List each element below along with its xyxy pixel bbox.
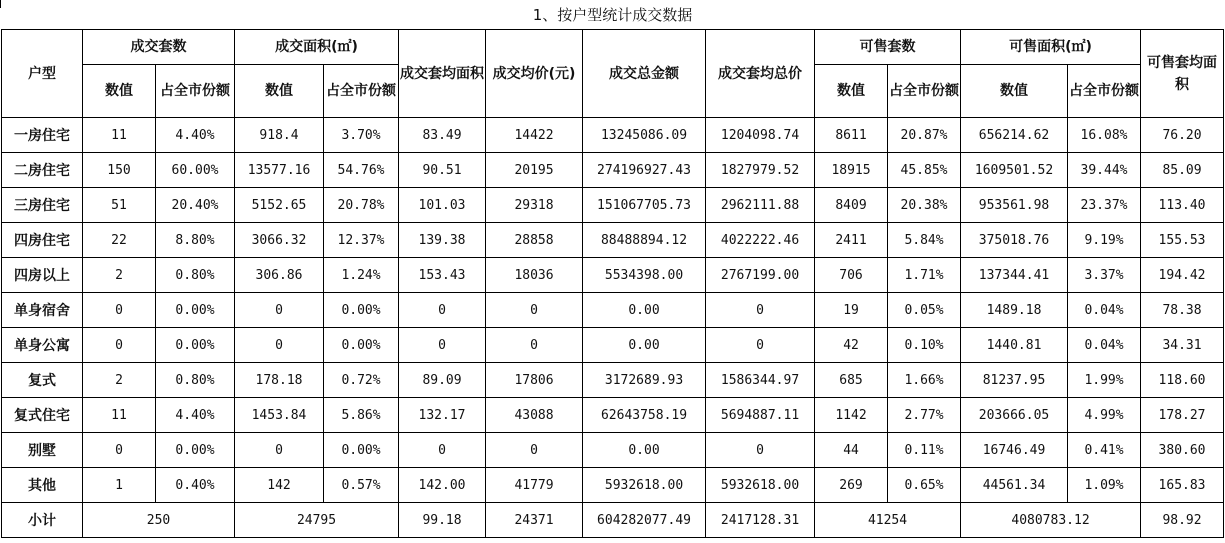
cell-deal-count: 1 (83, 468, 156, 503)
cell-deal-count: 150 (83, 153, 156, 188)
cell-deal-area: 0 (235, 433, 324, 468)
cell-area-share: 0.00% (324, 328, 399, 363)
cell-area-share: 3.70% (324, 118, 399, 153)
cell-avg-total: 2962111.88 (706, 188, 815, 223)
cell-deal-count: 0 (83, 328, 156, 363)
cell-avail-count: 269 (815, 468, 888, 503)
cell-avail-avg-area: 113.40 (1141, 188, 1224, 223)
header-avg-area: 成交套均面积 (399, 30, 486, 118)
cell-avg-price: 17806 (486, 363, 583, 398)
cell-deal-share: 20.40% (156, 188, 235, 223)
cell-avail-area-share: 16.08% (1068, 118, 1141, 153)
cell-deal-area: 918.4 (235, 118, 324, 153)
cell-avail-area: 81237.95 (961, 363, 1068, 398)
cell-avg-area: 101.03 (399, 188, 486, 223)
cell-avg-total: 0 (706, 293, 815, 328)
cell-avg-area: 89.09 (399, 363, 486, 398)
cell-avg-price: 0 (486, 328, 583, 363)
cell-area-share: 0.57% (324, 468, 399, 503)
cell-avail-avg-area: 178.27 (1141, 398, 1224, 433)
row-type-label: 四房以上 (2, 258, 83, 293)
header-avail-avg-area: 可售套均面积 (1141, 30, 1224, 118)
cell-avail-count-share: 5.84% (888, 223, 961, 258)
cell-avg-total: 0 (706, 433, 815, 468)
cell-deal-share: 0.80% (156, 258, 235, 293)
row-type-label: 复式住宅 (2, 398, 83, 433)
subheader-value: 数值 (83, 65, 156, 118)
cell-avail-count-share: 1.66% (888, 363, 961, 398)
housing-type-deal-table (1, 29, 1224, 538)
table-body (2, 118, 1224, 503)
cell-deal-share: 0.00% (156, 433, 235, 468)
subheader-value: 数值 (961, 65, 1068, 118)
cell-deal-area: 142 (235, 468, 324, 503)
cell-deal-share: 8.80% (156, 223, 235, 258)
cell-avg-area: 153.43 (399, 258, 486, 293)
total-deal-count: 250 (83, 503, 235, 538)
cell-avg-area: 139.38 (399, 223, 486, 258)
cell-total-amount: 88488894.12 (583, 223, 706, 258)
cell-deal-count: 2 (83, 363, 156, 398)
cell-deal-share: 4.40% (156, 398, 235, 433)
cell-avail-count: 44 (815, 433, 888, 468)
cell-avail-area: 16746.49 (961, 433, 1068, 468)
cell-deal-area: 178.18 (235, 363, 324, 398)
total-avail-count: 41254 (815, 503, 961, 538)
total-deal-area: 24795 (235, 503, 399, 538)
table-row (2, 153, 1224, 188)
cell-avail-count-share: 0.05% (888, 293, 961, 328)
cell-avail-area-share: 9.19% (1068, 223, 1141, 258)
cell-deal-share: 60.00% (156, 153, 235, 188)
row-type-label: 一房住宅 (2, 118, 83, 153)
cell-avail-avg-area: 34.31 (1141, 328, 1224, 363)
row-type-label: 别墅 (2, 433, 83, 468)
cell-avail-area: 137344.41 (961, 258, 1068, 293)
cell-deal-count: 51 (83, 188, 156, 223)
cell-avg-total: 5932618.00 (706, 468, 815, 503)
cell-avail-count-share: 0.10% (888, 328, 961, 363)
total-avg-price: 24371 (486, 503, 583, 538)
cell-avail-area: 953561.98 (961, 188, 1068, 223)
cell-avg-total: 1204098.74 (706, 118, 815, 153)
cell-deal-count: 11 (83, 398, 156, 433)
row-type-label: 四房住宅 (2, 223, 83, 258)
cell-total-amount: 0.00 (583, 433, 706, 468)
cell-deal-area: 1453.84 (235, 398, 324, 433)
cell-avail-area-share: 4.99% (1068, 398, 1141, 433)
cell-area-share: 12.37% (324, 223, 399, 258)
cell-avail-area-share: 1.99% (1068, 363, 1141, 398)
cell-deal-count: 2 (83, 258, 156, 293)
cell-area-share: 0.00% (324, 293, 399, 328)
cell-deal-area: 0 (235, 328, 324, 363)
cell-avail-area: 44561.34 (961, 468, 1068, 503)
cell-area-share: 54.76% (324, 153, 399, 188)
total-avg-total: 2417128.31 (706, 503, 815, 538)
cell-avg-price: 18036 (486, 258, 583, 293)
cell-avail-area-share: 0.41% (1068, 433, 1141, 468)
cell-avg-total: 0 (706, 328, 815, 363)
subheader-share: 占全市份额 (1068, 65, 1141, 118)
cell-avail-area-share: 3.37% (1068, 258, 1141, 293)
cell-avail-avg-area: 194.42 (1141, 258, 1224, 293)
table-row (2, 223, 1224, 258)
cell-avail-area: 1440.81 (961, 328, 1068, 363)
cell-avail-area: 203666.05 (961, 398, 1068, 433)
cell-deal-area: 0 (235, 293, 324, 328)
cell-total-amount: 3172689.93 (583, 363, 706, 398)
cell-avg-area: 0 (399, 293, 486, 328)
total-amount: 604282077.49 (583, 503, 706, 538)
total-avail-area: 4080783.12 (961, 503, 1141, 538)
cell-avg-price: 28858 (486, 223, 583, 258)
table-row (2, 293, 1224, 328)
cell-avail-avg-area: 118.60 (1141, 363, 1224, 398)
subheader-value: 数值 (815, 65, 888, 118)
cell-deal-count: 11 (83, 118, 156, 153)
table-row (2, 118, 1224, 153)
cell-avg-price: 43088 (486, 398, 583, 433)
cell-deal-count: 0 (83, 433, 156, 468)
cell-deal-area: 13577.16 (235, 153, 324, 188)
cell-avail-count-share: 20.87% (888, 118, 961, 153)
table-row (2, 398, 1224, 433)
header-type: 户型 (2, 30, 83, 118)
cell-avg-price: 0 (486, 293, 583, 328)
total-avail-avg-area: 98.92 (1141, 503, 1224, 538)
total-row (2, 503, 1224, 538)
cell-area-share: 0.00% (324, 433, 399, 468)
total-avg-area: 99.18 (399, 503, 486, 538)
cell-avg-area: 83.49 (399, 118, 486, 153)
subheader-share: 占全市份额 (324, 65, 399, 118)
cell-total-amount: 62643758.19 (583, 398, 706, 433)
cell-avail-count-share: 2.77% (888, 398, 961, 433)
cell-avg-total: 5694887.11 (706, 398, 815, 433)
cell-avg-total: 2767199.00 (706, 258, 815, 293)
cell-avail-area-share: 39.44% (1068, 153, 1141, 188)
cell-avail-area: 1609501.52 (961, 153, 1068, 188)
table-row (2, 363, 1224, 398)
table-row (2, 433, 1224, 468)
cell-avail-count: 8611 (815, 118, 888, 153)
subheader-value: 数值 (235, 65, 324, 118)
cell-avail-count: 18915 (815, 153, 888, 188)
cell-deal-share: 0.40% (156, 468, 235, 503)
header-avg-price: 成交均价(元) (486, 30, 583, 118)
cell-avail-count-share: 0.11% (888, 433, 961, 468)
cell-total-amount: 5932618.00 (583, 468, 706, 503)
header-deal-count: 成交套数 (83, 30, 235, 65)
cell-avg-total: 4022222.46 (706, 223, 815, 258)
cell-deal-share: 4.40% (156, 118, 235, 153)
cell-deal-share: 0.00% (156, 328, 235, 363)
cell-avg-area: 0 (399, 328, 486, 363)
cell-deal-area: 3066.32 (235, 223, 324, 258)
row-type-label: 复式 (2, 363, 83, 398)
cell-avg-price: 0 (486, 433, 583, 468)
header-avg-total: 成交套均总价 (706, 30, 815, 118)
cell-avail-avg-area: 85.09 (1141, 153, 1224, 188)
cell-deal-area: 306.86 (235, 258, 324, 293)
cell-avg-price: 20195 (486, 153, 583, 188)
cell-avail-avg-area: 380.60 (1141, 433, 1224, 468)
cell-avg-area: 132.17 (399, 398, 486, 433)
table-row (2, 188, 1224, 223)
row-type-label: 单身公寓 (2, 328, 83, 363)
cell-deal-count: 0 (83, 293, 156, 328)
cell-avail-count-share: 1.71% (888, 258, 961, 293)
cell-avail-area: 656214.62 (961, 118, 1068, 153)
cell-total-amount: 151067705.73 (583, 188, 706, 223)
cell-area-share: 20.78% (324, 188, 399, 223)
cell-avail-count: 8409 (815, 188, 888, 223)
cell-total-amount: 0.00 (583, 328, 706, 363)
header-avail-area: 可售面积(㎡) (961, 30, 1141, 65)
cell-total-amount: 5534398.00 (583, 258, 706, 293)
row-type-label: 其他 (2, 468, 83, 503)
cell-avg-price: 14422 (486, 118, 583, 153)
total-label: 小计 (2, 503, 83, 538)
cell-avail-area-share: 23.37% (1068, 188, 1141, 223)
cell-avail-count: 19 (815, 293, 888, 328)
cell-deal-share: 0.00% (156, 293, 235, 328)
cell-avail-count: 42 (815, 328, 888, 363)
cell-avail-area-share: 0.04% (1068, 328, 1141, 363)
cell-total-amount: 274196927.43 (583, 153, 706, 188)
cell-avg-price: 29318 (486, 188, 583, 223)
header-avail-count: 可售套数 (815, 30, 961, 65)
cell-deal-share: 0.80% (156, 363, 235, 398)
cell-avg-total: 1827979.52 (706, 153, 815, 188)
cell-avg-area: 90.51 (399, 153, 486, 188)
row-type-label: 二房住宅 (2, 153, 83, 188)
cell-avail-area: 1489.18 (961, 293, 1068, 328)
subheader-share: 占全市份额 (888, 65, 961, 118)
cell-avail-avg-area: 165.83 (1141, 468, 1224, 503)
cell-avail-avg-area: 155.53 (1141, 223, 1224, 258)
cell-avg-area: 0 (399, 433, 486, 468)
header-total-amount: 成交总金额 (583, 30, 706, 118)
row-type-label: 单身宿舍 (2, 293, 83, 328)
cell-avg-total: 1586344.97 (706, 363, 815, 398)
cell-deal-area: 5152.65 (235, 188, 324, 223)
cell-avail-count-share: 0.65% (888, 468, 961, 503)
table-title: 1、按户型统计成交数据 (532, 6, 693, 24)
subheader-share: 占全市份额 (156, 65, 235, 118)
cell-avg-price: 41779 (486, 468, 583, 503)
cell-avail-area-share: 1.09% (1068, 468, 1141, 503)
cell-avail-count: 685 (815, 363, 888, 398)
cell-avail-area-share: 0.04% (1068, 293, 1141, 328)
cell-avg-area: 142.00 (399, 468, 486, 503)
cell-avail-count: 706 (815, 258, 888, 293)
cell-avail-count: 1142 (815, 398, 888, 433)
table-row (2, 468, 1224, 503)
cell-deal-count: 22 (83, 223, 156, 258)
table-row (2, 328, 1224, 363)
cell-area-share: 5.86% (324, 398, 399, 433)
row-type-label: 三房住宅 (2, 188, 83, 223)
cell-avail-avg-area: 76.20 (1141, 118, 1224, 153)
cell-avail-area: 375018.76 (961, 223, 1068, 258)
cell-total-amount: 13245086.09 (583, 118, 706, 153)
table-row (2, 258, 1224, 293)
header-deal-area: 成交面积(㎡) (235, 30, 399, 65)
cell-avail-count-share: 20.38% (888, 188, 961, 223)
cell-area-share: 0.72% (324, 363, 399, 398)
cell-avail-avg-area: 78.38 (1141, 293, 1224, 328)
cell-avail-count: 2411 (815, 223, 888, 258)
cell-area-share: 1.24% (324, 258, 399, 293)
cell-total-amount: 0.00 (583, 293, 706, 328)
cell-avail-count-share: 45.85% (888, 153, 961, 188)
